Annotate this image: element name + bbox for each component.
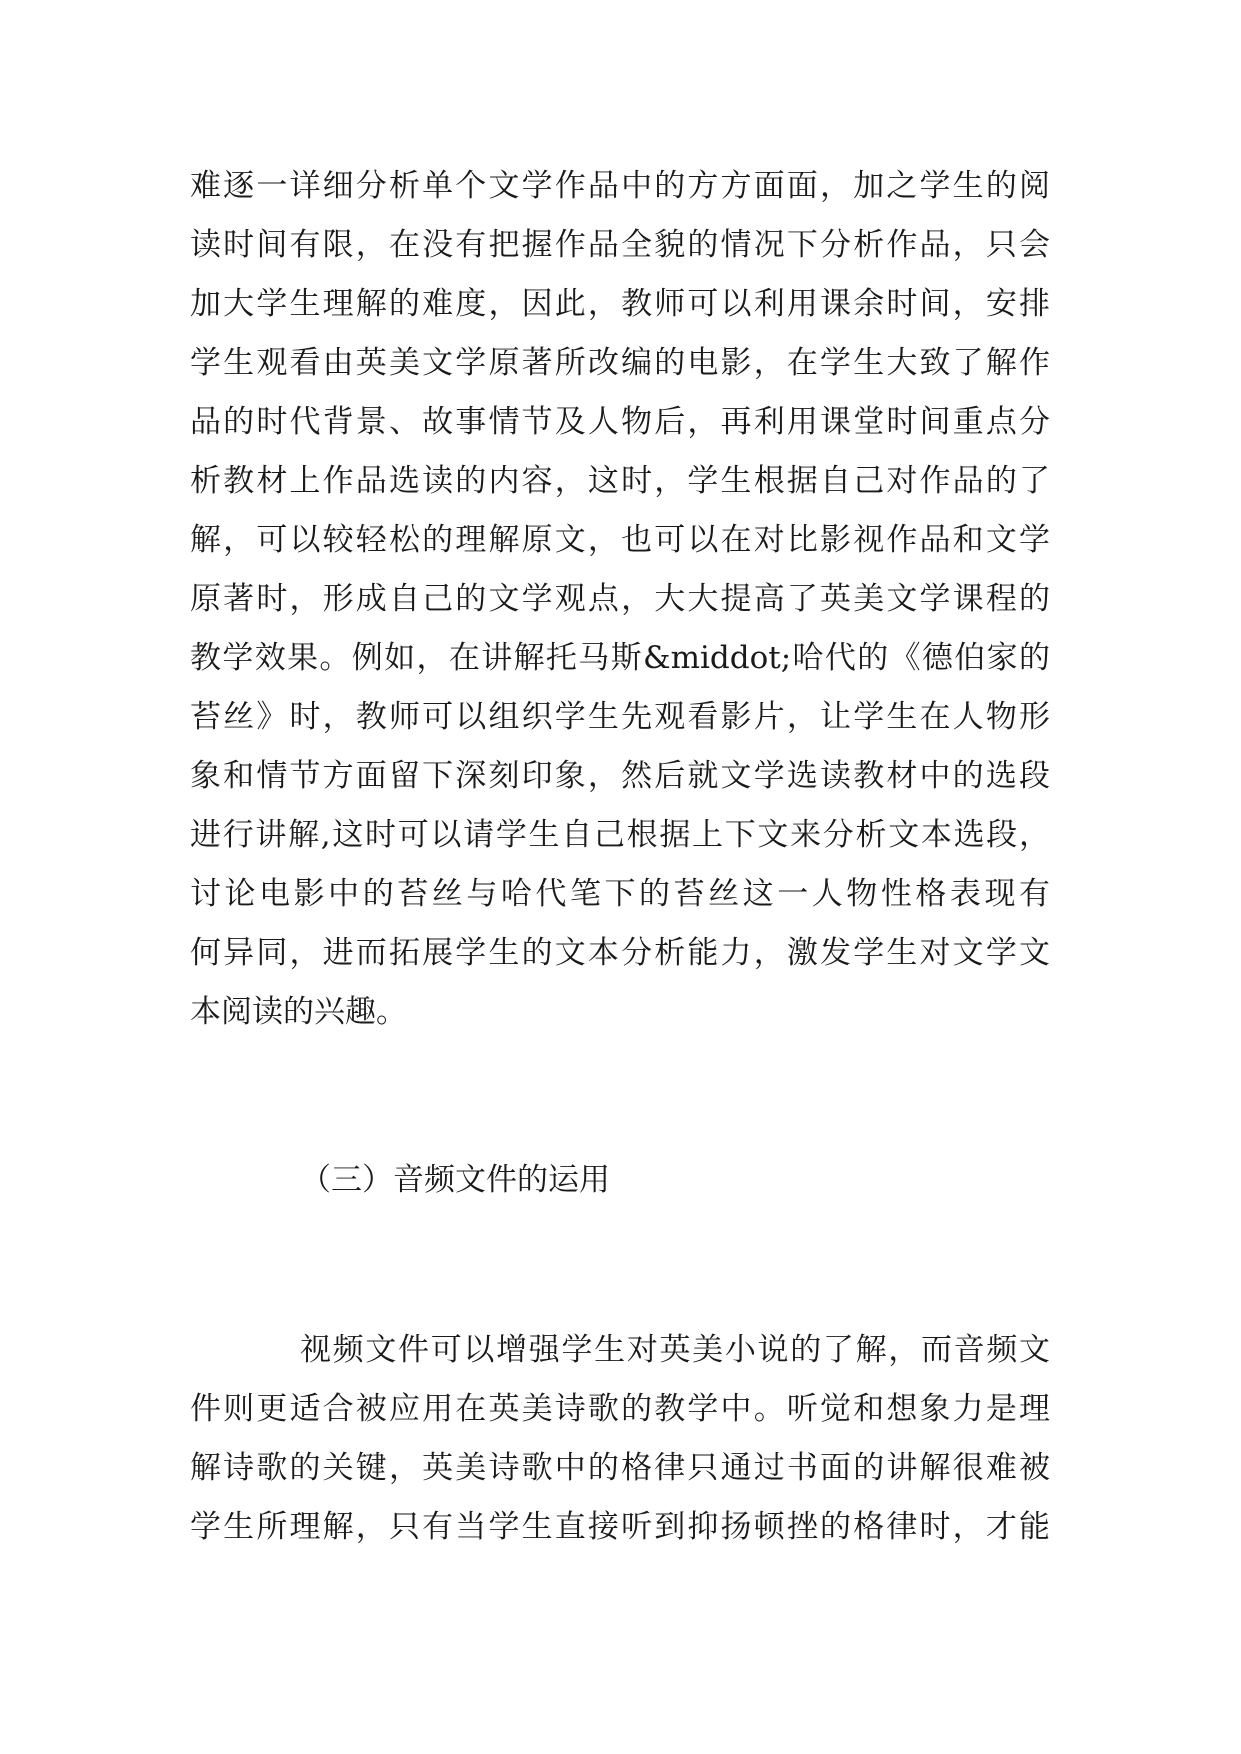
paragraph-line: 品的时代背景、故事情节及人物后，再利用课堂时间重点分 [190,404,1050,440]
paragraph-line: 进行讲解,这时可以请学生自己根据上下文来分析文本选段， [190,817,1050,853]
paragraph-line: 难逐一详细分析单个文学作品中的方方面面，加之学生的阅 [190,168,1050,204]
paragraph-line: 原著时，形成自己的文学观点，大大提高了英美文学课程的 [190,581,1050,617]
paragraph-line: 解诗歌的关键，英美诗歌中的格律只通过书面的讲解很难被 [190,1450,1050,1486]
paragraph-line: 读时间有限，在没有把握作品全貌的情况下分析作品，只会 [190,227,1050,263]
paragraph-line: 学生所理解，只有当学生直接听到抑扬顿挫的格律时，才能 [190,1509,1050,1545]
paragraph-line: 件则更适合被应用在英美诗歌的教学中。听觉和想象力是理 [190,1391,1050,1427]
paragraph-line: 象和情节方面留下深刻印象，然后就文学选读教材中的选段 [190,758,1050,794]
paragraph-line: 讨论电影中的苔丝与哈代笔下的苔丝这一人物性格表现有 [190,876,1050,912]
paragraph-line: 加大学生理解的难度，因此，教师可以利用课余时间，安排 [190,286,1050,322]
paragraph-line: 教学效果。例如，在讲解托马斯&middot;哈代的《德伯家的 [190,640,1050,676]
paragraph-line: 本阅读的兴趣。 [190,994,407,1030]
paragraph-line: 解，可以较轻松的理解原文，也可以在对比影视作品和文学 [190,522,1050,558]
section-heading: （三）音频文件的运用 [300,1162,610,1198]
paragraph-line: 视频文件可以增强学生对英美小说的了解，而音频文 [300,1332,1050,1368]
paragraph-line: 学生观看由英美文学原著所改编的电影，在学生大致了解作 [190,345,1050,381]
paragraph-line: 何异同，进而拓展学生的文本分析能力，激发学生对文学文 [190,935,1050,971]
paragraph-line: 析教材上作品选读的内容，这时，学生根据自己对作品的了 [190,463,1050,499]
paragraph-line: 苔丝》时，教师可以组织学生先观看影片，让学生在人物形 [190,699,1050,735]
